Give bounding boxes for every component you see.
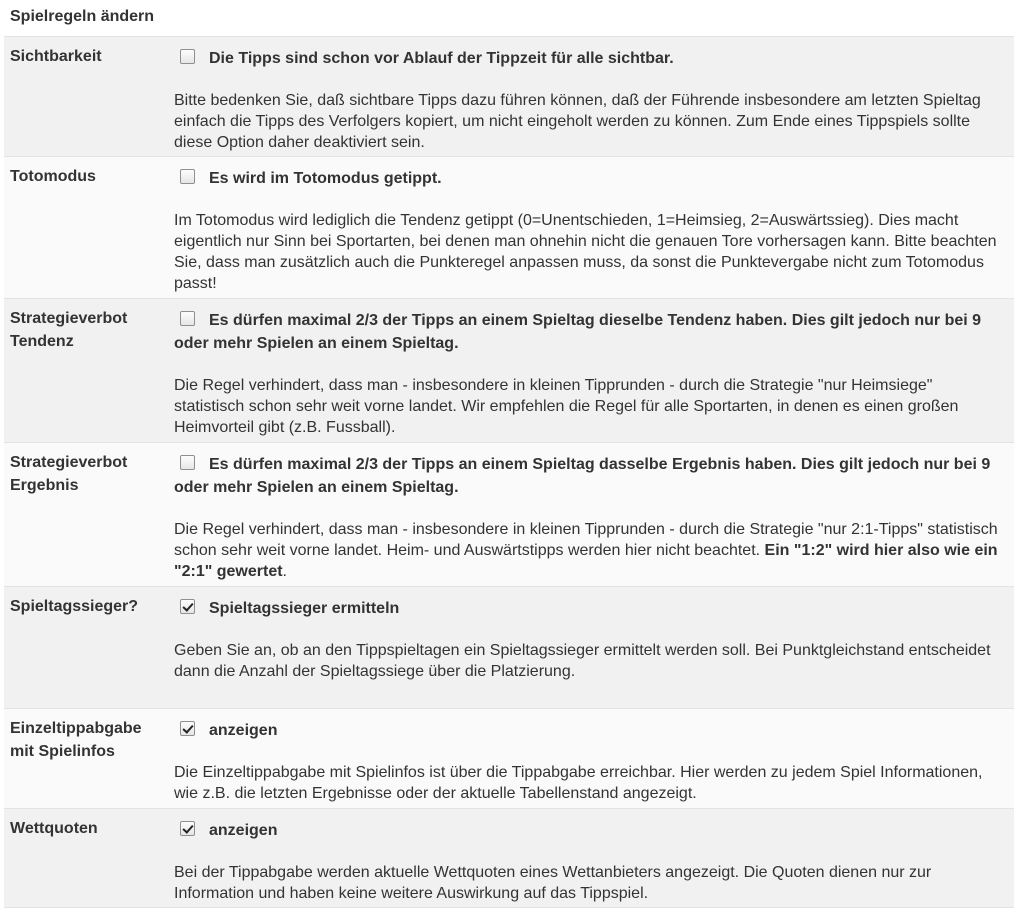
rule-label: Sichtbarkeit [10, 48, 102, 65]
rule-row-betting-odds [4, 808, 1014, 908]
betting-odds-checkbox[interactable] [180, 821, 195, 836]
rule-description: Bei der Tippabgabe werden aktuelle Wettquoten eines Wettanbieters angezeigt. Die Quoten dienen nur zur Information und haben keine weitere Auswirkung auf das Tippspiel. [174, 864, 932, 902]
rule-row-single-tip-info [4, 708, 1014, 808]
rule-option [174, 47, 1006, 70]
rule-content [174, 47, 1006, 153]
rule-row-totomodus [4, 156, 1014, 298]
single-tip-info-checkbox[interactable] [180, 721, 195, 736]
rule-content [174, 309, 1006, 438]
rule-content [174, 597, 1006, 682]
rule-description: Geben Sie an, ob an den Tippspieltagen ein Spieltagssieger ermittelt werden soll. Bei Punktgleichstand entscheidet dann die Anzahl der Spieltagssiege über die Platzierung. [174, 642, 991, 680]
rule-content [174, 167, 1006, 294]
rule-row-strategy-tendency [4, 298, 1014, 442]
rule-label: Totomodus [10, 168, 96, 185]
strategy-result-checkbox[interactable] [180, 455, 195, 470]
rule-option-text: Die Tipps sind schon vor Ablauf der Tippzeit für alle sichtbar. [209, 50, 674, 67]
rule-description-text: Die Regel verhindert, dass man - insbesondere in kleinen Tipprunden - durch die Strategie "nur 2:1-Tipps" statistisch schon sehr weit vorne landet. Heim- und Auswärtstipps werden hier nicht beachtet. [174, 521, 998, 559]
rule-option [174, 453, 1006, 499]
rule-option-text: anzeigen [209, 822, 278, 839]
rule-option [174, 819, 1006, 842]
rules-table [4, 36, 1014, 908]
rule-description: Die Regel verhindert, dass man - insbesondere in kleinen Tipprunden - durch die Strategie "nur Heimsiege" statistisch schon sehr weit vorne landet. Wir empfehlen die Regel für alle Sportarten, in denen es einen großen Heimvorteil gibt (z.B. Fussball). [174, 377, 959, 436]
rule-description-emphasis: Ein "1:2" wird hier also wie ein "2:1" gewertet [174, 542, 998, 580]
rule-label: Einzeltippabgabe mit Spielinfos [10, 720, 142, 760]
rule-option-text: Es wird im Totomodus getippt. [209, 170, 442, 187]
totomodus-checkbox[interactable] [180, 169, 195, 184]
rule-label: Spieltagssieger? [10, 598, 139, 615]
rule-description: Die Einzeltippabgabe mit Spielinfos ist über die Tippabgabe erreichbar. Hier werden zu jedem Spiel Informationen, wie z.B. die letzten Ergebnisse oder der aktuelle Tabellenstand angezeigt. [174, 764, 983, 802]
rule-row-strategy-result [4, 442, 1014, 586]
rule-description: Im Totomodus wird lediglich die Tendenz getippt (0=Unentschieden, 1=Heimsieg, 2=Auswärtssieg). Dies macht eigentlich nur Sinn bei Sportarten, bei denen man ohnehin nicht die genauen Tore vorhersagen kann. Bitte beachten Sie, dass man zusätzlich auch die Punkteregel anpassen muss, da sonst die Punktevergabe nicht zum Totomodus passt! [174, 212, 997, 292]
rule-option-text: Es dürfen maximal 2/3 der Tipps an einem Spieltag dasselbe Ergebnis haben. Dies gilt jedoch nur bei 9 oder mehr Spielen an einem Spieltag. [174, 456, 991, 496]
rule-row-matchday-winner [4, 586, 1014, 708]
page-title: Spielregeln ändern [10, 8, 155, 25]
rule-row-visibility [4, 36, 1014, 156]
rule-content [174, 453, 1006, 582]
rule-description [174, 519, 1006, 582]
rule-option [174, 597, 1006, 620]
visibility-checkbox[interactable] [180, 49, 195, 64]
rule-label: Strategieverbot Ergebnis [10, 454, 128, 494]
rule-label: Wettquoten [10, 820, 98, 837]
rule-option [174, 719, 1006, 742]
strategy-tendency-checkbox[interactable] [180, 311, 195, 326]
matchday-winner-checkbox[interactable] [180, 599, 195, 614]
rule-content [174, 819, 1006, 904]
rule-option [174, 309, 1006, 355]
rule-option-text: Spieltagssieger ermitteln [209, 600, 400, 617]
rule-content [174, 719, 1006, 804]
rule-option [174, 167, 1006, 190]
rule-description-tail: . [282, 563, 287, 580]
rule-description: Bitte bedenken Sie, daß sichtbare Tipps dazu führen können, daß der Führende insbesondere am letzten Spieltag einfach die Tipps des Verfolgers kopiert, um nicht eingeholt werden zu können. Zum Ende eines Tippspiels sollte diese Option daher deaktiviert sein. [174, 92, 981, 151]
rule-label: Strategieverbot Tendenz [10, 310, 128, 350]
rule-option-text: anzeigen [209, 722, 278, 739]
rule-option-text: Es dürfen maximal 2/3 der Tipps an einem Spieltag dieselbe Tendenz haben. Dies gilt jedoch nur bei 9 oder mehr Spielen an einem Spieltag. [174, 312, 982, 352]
